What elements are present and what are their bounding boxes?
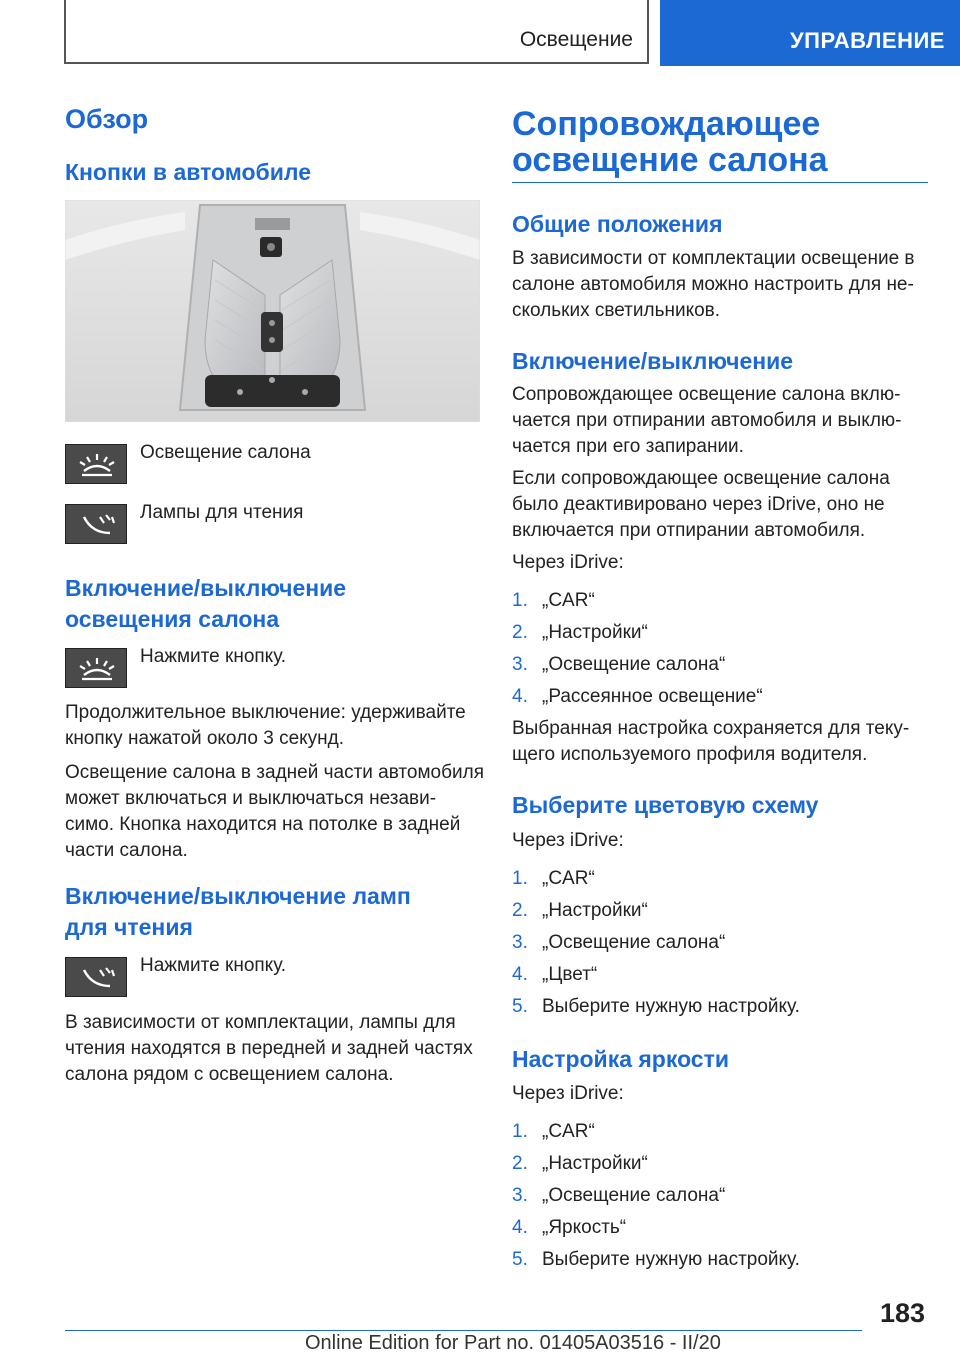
legend-interior-light-label: Освещение салона <box>140 442 311 463</box>
general-line: скольких светильников. <box>512 300 721 321</box>
header-section-title: Освещение <box>519 28 633 51</box>
step-number: 4. <box>512 1217 528 1238</box>
step-text: „Рассеянное освещение“ <box>542 686 763 707</box>
step-number: 4. <box>512 964 528 985</box>
sec2-p1-line: салона рядом с освещением салона. <box>65 1064 394 1085</box>
step-text: „Цвет“ <box>542 964 598 985</box>
brightness-via-idrive: Через iDrive: <box>512 1083 624 1104</box>
step-number: 2. <box>512 900 528 921</box>
sec2-press-text: Нажмите кнопку. <box>140 955 287 976</box>
sec1-p1-line: Продолжительное выключение: удерживайте <box>65 702 466 723</box>
footer-rule <box>65 1330 862 1331</box>
right-title-l2: освещение салона <box>512 141 828 179</box>
step-number: 3. <box>512 932 528 953</box>
step-number: 5. <box>512 996 528 1017</box>
sec1-press-text: Нажмите кнопку. <box>140 646 287 667</box>
sec1-heading-l1: Включение/выключение <box>65 575 347 601</box>
step-text: „CAR“ <box>542 868 595 889</box>
step-text: „Освещение салона“ <box>542 1185 726 1206</box>
page-number: 183 <box>880 1298 926 1328</box>
onoff-p1-line: чается при отпирании автомобиля и выклю- <box>512 410 902 431</box>
sec2-heading-l1: Включение/выключение ламп <box>65 883 411 909</box>
overview-heading: Обзор <box>65 104 149 134</box>
step-number: 4. <box>512 686 528 707</box>
header-section-tab <box>64 0 649 64</box>
onoff-p1-line: Сопровождающее освещение салона вклю- <box>512 384 901 405</box>
step-number: 5. <box>512 1249 528 1270</box>
header-chapter-tab <box>660 0 960 66</box>
step-text: „Яркость“ <box>542 1217 627 1238</box>
interior-light-icon <box>65 648 127 688</box>
sec1-p2-line: Освещение салона в задней части автомобиля <box>65 762 484 783</box>
sec1-p2-line: части салона. <box>65 840 188 861</box>
general-line: В зависимости от комплектации освещение в <box>512 248 915 269</box>
sec1-p1-line: кнопку нажатой около 3 секунд. <box>65 728 345 749</box>
sec2-p1-line: чтения находятся в передней и задней частях <box>65 1038 473 1059</box>
overhead-console-photo <box>65 200 480 422</box>
onoff-p1-line: чается при его запирании. <box>512 436 744 457</box>
general-heading: Общие положения <box>512 211 723 237</box>
onoff-via-idrive: Через iDrive: <box>512 552 624 573</box>
general-line: салоне автомобиля можно настроить для не- <box>512 274 914 295</box>
step-text: „Настройки“ <box>542 900 648 921</box>
sec1-p2-line: симо. Кнопка находится на потолке в задней <box>65 814 461 835</box>
header-chapter-title: УПРАВЛЕНИЕ <box>790 28 945 53</box>
step-text: „CAR“ <box>542 1121 595 1142</box>
step-number: 2. <box>512 622 528 643</box>
step-text: „Освещение салона“ <box>542 932 726 953</box>
step-number: 2. <box>512 1153 528 1174</box>
legend-reading-lamp-label: Лампы для чтения <box>140 502 304 523</box>
step-number: 1. <box>512 1121 528 1142</box>
onoff-after-line: Выбранная настройка сохраняется для теку- <box>512 718 910 739</box>
step-text: „Настройки“ <box>542 622 648 643</box>
sec2-heading-l2: для чтения <box>65 914 193 940</box>
onoff-p2-line: было деактивировано через iDrive, оно не <box>512 494 885 515</box>
brightness-heading: Настройка яркости <box>512 1046 730 1072</box>
onoff-heading: Включение/выключение <box>512 348 794 374</box>
step-text: „Настройки“ <box>542 1153 648 1174</box>
reading-lamp-icon <box>65 957 127 997</box>
step-number: 1. <box>512 868 528 889</box>
footer-edition: Online Edition for Part no. 01405A03516 - II/20 <box>305 1332 721 1354</box>
onoff-p2-line: включается при отпирании автомобиля. <box>512 520 866 541</box>
step-text: „Освещение салона“ <box>542 654 726 675</box>
right-title-l1: Сопровождающее <box>512 105 821 143</box>
color-via-idrive: Через iDrive: <box>512 830 624 851</box>
step-text: Выберите нужную настройку. <box>542 996 800 1017</box>
interior-light-icon <box>65 444 127 484</box>
reading-lamp-icon <box>65 504 127 544</box>
step-number: 1. <box>512 590 528 611</box>
sec1-p2-line: может включаться и выключаться незави- <box>65 788 437 809</box>
step-number: 3. <box>512 654 528 675</box>
buttons-subheading: Кнопки в автомобиле <box>65 159 311 185</box>
onoff-after-line: щего используемого профиля водителя. <box>512 744 868 765</box>
sec1-heading-l2: освещения салона <box>65 606 280 632</box>
sec2-p1-line: В зависимости от комплектации, лампы для <box>65 1012 456 1033</box>
color-heading: Выберите цветовую схему <box>512 792 819 818</box>
onoff-p2-line: Если сопровождающее освещение салона <box>512 468 890 489</box>
step-text: „CAR“ <box>542 590 595 611</box>
step-text: Выберите нужную настройку. <box>542 1249 800 1270</box>
title-rule <box>512 182 928 183</box>
step-number: 3. <box>512 1185 528 1206</box>
